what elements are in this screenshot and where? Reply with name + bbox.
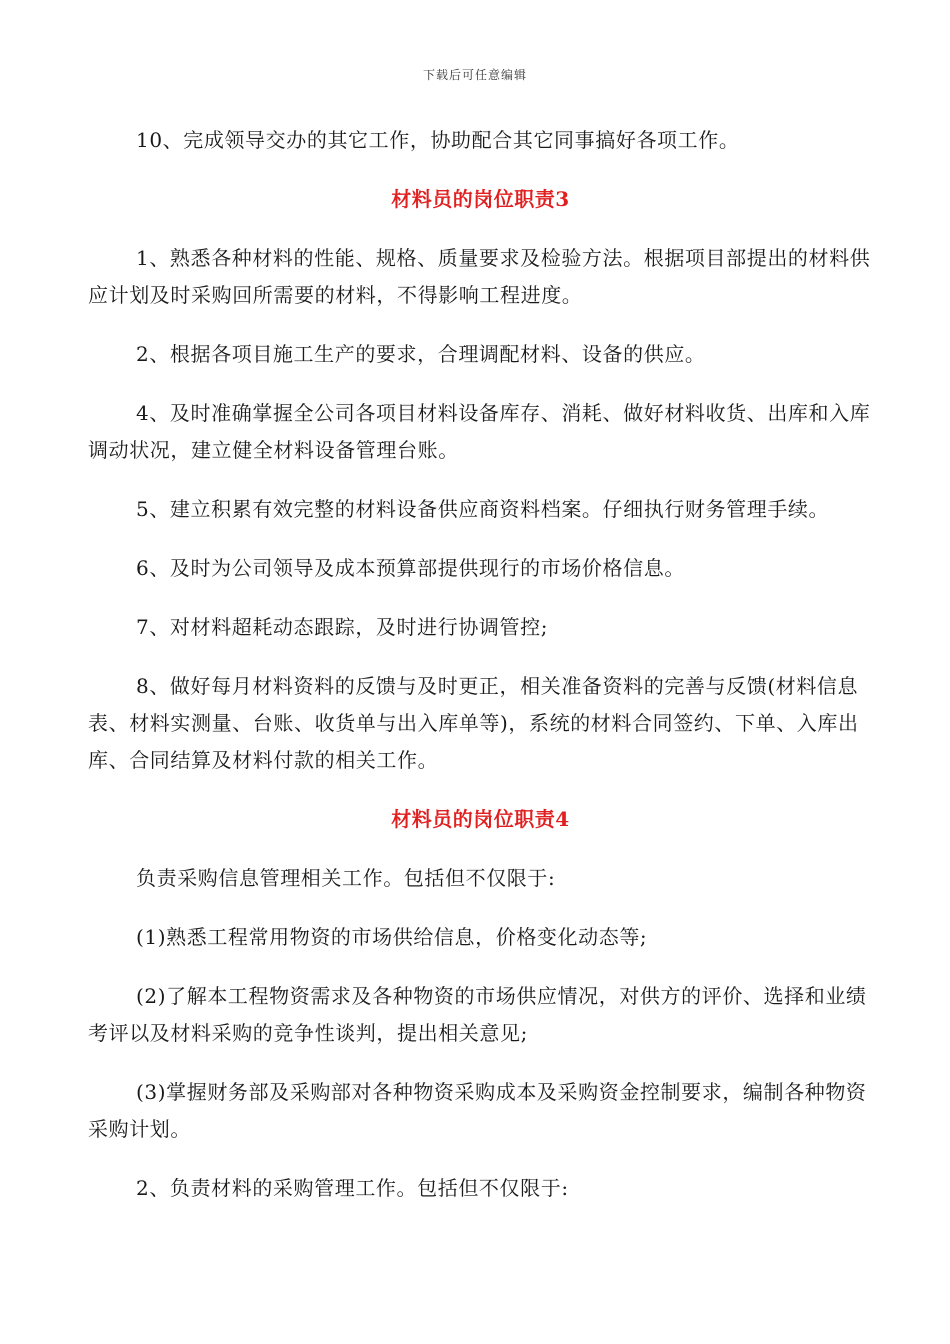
paragraph-4-item2: 2、负责材料的采购管理工作。包括但不仅限于: bbox=[136, 1176, 569, 1200]
paragraph-3-8: 8、做好每月材料资料的反馈与及时更正，相关准备资料的完善与反馈(材料信息表、材料实测量、台账、收货单与出入库单等)，系统的材料合同签约、下单、入库出库、合同结算及材料付款的相关工作。 bbox=[88, 674, 859, 772]
page-header-note: 下载后可任意编辑 bbox=[422, 68, 527, 82]
paragraph-4-3: (3)掌握财务部及采购部对各种物资采购成本及采购资金控制要求，编制各种物资采购计划。 bbox=[88, 1080, 867, 1141]
document-body bbox=[88, 122, 873, 1229]
section-heading-3: 材料员的岗位职责3 bbox=[391, 187, 570, 211]
paragraph-3-6: 6、及时为公司领导及成本预算部提供现行的市场价格信息。 bbox=[136, 556, 685, 580]
paragraph-3-1: 1、熟悉各种材料的性能、规格、质量要求及检验方法。根据项目部提出的材料供应计划及时采购回所需要的材料，不得影响工程进度。 bbox=[88, 246, 871, 307]
section-heading-4: 材料员的岗位职责4 bbox=[391, 807, 570, 831]
paragraph-3-7: 7、对材料超耗动态跟踪，及时进行协调管控; bbox=[136, 615, 549, 639]
paragraph-4-intro: 负责采购信息管理相关工作。包括但不仅限于: bbox=[136, 866, 556, 890]
paragraph-3-2: 2、根据各项目施工生产的要求，合理调配材料、设备的供应。 bbox=[136, 342, 706, 366]
paragraph-4-2: (2)了解本工程物资需求及各种物资的市场供应情况，对供方的评价、选择和业绩考评以及材料采购的竞争性谈判，提出相关意见; bbox=[88, 984, 867, 1045]
paragraph-3-4: 4、及时准确掌握全公司各项目材料设备库存、消耗、做好材料收货、出库和入库调动状况，建立健全材料设备管理台账。 bbox=[88, 401, 871, 462]
paragraph-intro: 10、完成领导交办的其它工作，协助配合其它同事搞好各项工作。 bbox=[136, 128, 740, 152]
paragraph-4-1: (1)熟悉工程常用物资的市场供给信息，价格变化动态等; bbox=[136, 925, 648, 949]
paragraph-3-5: 5、建立积累有效完整的材料设备供应商资料档案。仔细执行财务管理手续。 bbox=[136, 497, 830, 521]
